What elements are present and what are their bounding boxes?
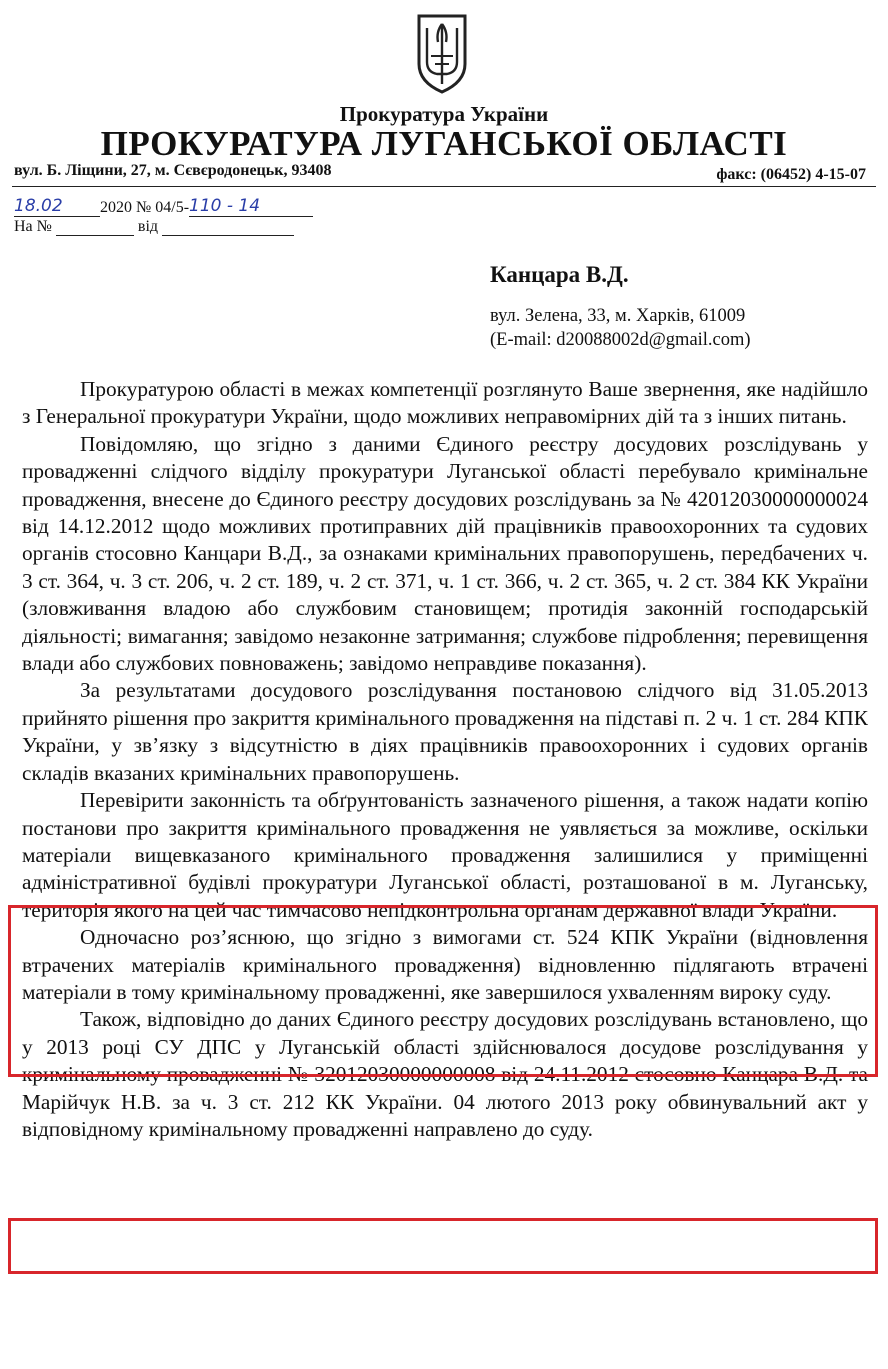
paragraph: Перевірити законність та обґрунтованість зазначеного рішення, а також надати копію постанови про закриття кримінального провадження не уявляється за можливе, оскільки матеріали вищевказаного кримінального провадження залишилися у приміщенні адміністративної будівлі прокуратури Луганської області, розташованої в м. Луганську, територія якого на цей час тимчасово непідконтрольна органам державної влади України. (22, 788, 868, 922)
org-name-small: Прокуратура України (339, 102, 549, 126)
paragraph: Повідомляю, що згідно з даними Єдиного реєстру досудових розслідувань у провадженні слідчого відділу прокуратури Луганської області перебувало кримінальне провадження, внесене до Єдиного реєстру досудових розслідувань за № 42012030000000024 від 14.12.2012 щодо можливих протиправних дій працівників правоохоронних та судових органів стосовно Канцари В.Д., за ознаками кримінальних правопорушень, передбачених ч. 3 ст. 364, ч. 3 ст. 206, ч. 2 ст. 189, ч. 2 ст. 371, ч. 1 ст. 366, ч. 2 ст. 365, ч. 2 ст. 384 КК України (зловживання владою або службовим становищем; протидія законній господарській діяльності; вимагання; завідомо незаконне затримання; службове підроблення; перевищення влади або службових повноважень; завідомо неправдиве показання). (22, 431, 868, 676)
recipient-name: Канцара В.Д. (490, 262, 629, 287)
reference-no-blank (56, 235, 134, 236)
paragraph: Також, відповідно до даних Єдиного реєстру досудових розслідувань встановлено, що у 2013 році СУ ДПС у Луганській області здійснювалося досудове розслідування у кримінальному провадженні № 32012030000000008 від 24.11.2012 стосовно Канцара В.Д. та Марійчук Н.В. за ч. 3 ст. 212 КК України. 04 лютого 2013 року обвинувальний акт у відповідному кримінальному провадженні направлено до суду. (22, 1007, 868, 1141)
paragraph: За результатами досудового розслідування постановою слідчого від 31.05.2013 прийнято рішення про закриття кримінального провадження на підставі п. 2 ч. 1 ст. 284 КПК України, у зв’язку з відсутністю в діях працівників правоохоронних і судових органів складів вказаних кримінальних правопорушень. (22, 678, 868, 785)
trident-emblem-icon (413, 12, 471, 96)
paragraph: Одночасно роз’яснюю, що згідно з вимогами ст. 524 КПК України (відновлення втрачених матеріалів кримінального провадження) відновленню підлягають втрачені матеріали в тому кримінальному провадженні, яке завершилося ухваленням вироку суду. (22, 925, 868, 1004)
registration-line (14, 196, 313, 217)
header-divider (12, 186, 876, 187)
reference-no-label: На № (14, 218, 52, 235)
org-address: вул. Б. Ліщини, 27, м. Сєвєродонецьк, 93408 (14, 162, 332, 179)
registration-number: 110 - 14 (189, 196, 313, 217)
highlight-box-inspection (8, 905, 878, 1077)
highlight-box-investigation (8, 1218, 878, 1274)
registration-year-prefix: 2020 № 04/5- (100, 199, 190, 216)
reference-line (14, 218, 294, 236)
org-name-title: ПРОКУРАТУРА ЛУГАНСЬКОЇ ОБЛАСТІ (100, 124, 788, 163)
recipient-email: (E-mail: d20088002d@gmail.com) (490, 330, 751, 350)
org-fax: факс: (06452) 4-15-07 (716, 166, 866, 183)
reference-from-blank (162, 235, 294, 236)
registration-date: 18.02 (14, 196, 100, 217)
recipient-address: вул. Зелена, 33, м. Харків, 61009 (490, 306, 746, 326)
reference-from-label: від (137, 218, 159, 235)
paragraph: Прокуратурою області в межах компетенції розглянуто Ваше звернення, яке надійшло з Генеральної прокуратури України, щодо можливих неправомірних дій та з інших питань. (22, 377, 868, 429)
